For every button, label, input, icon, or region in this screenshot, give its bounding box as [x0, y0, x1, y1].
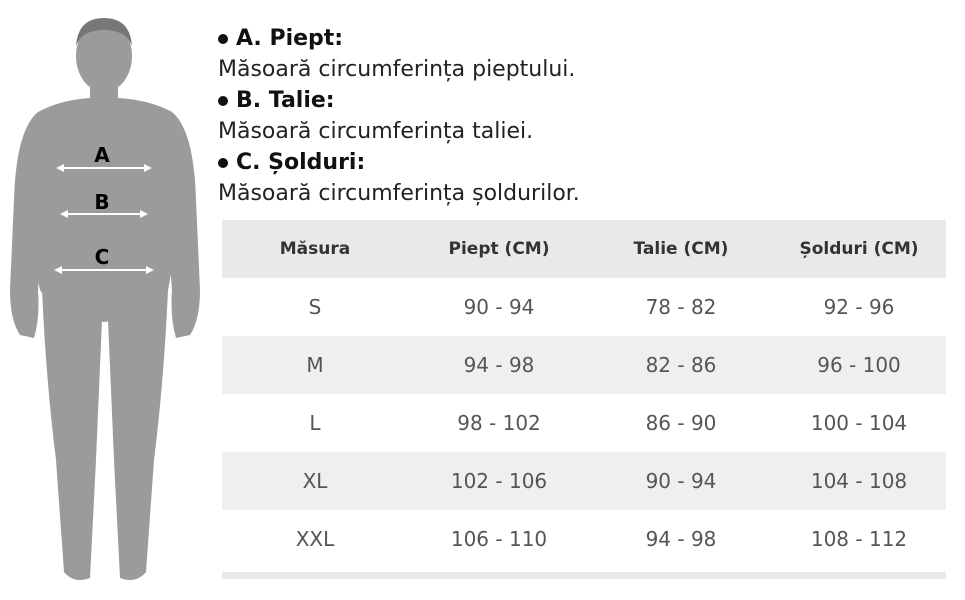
table-cell: 108 - 112 — [810, 527, 908, 551]
table-cell: M — [222, 336, 408, 394]
guide-heading: C. Șolduri: — [236, 150, 366, 175]
column-header-size: Măsura — [222, 220, 408, 278]
guide-item-chest — [216, 24, 956, 86]
bullet-icon — [218, 34, 228, 44]
table-row — [222, 510, 946, 568]
table-cell: S — [308, 295, 322, 319]
measurement-guide — [216, 24, 956, 210]
table-cell: 106 - 110 — [450, 527, 548, 551]
table-cell: XXL — [295, 527, 335, 551]
table-cell: 90 - 94 — [463, 295, 535, 319]
table-cell: 86 - 90 — [645, 411, 717, 435]
measure-label-b: B — [94, 190, 110, 214]
guide-item-waist — [216, 86, 956, 148]
table-bottom-border — [222, 572, 946, 579]
table-row — [222, 452, 946, 510]
guide-description: Măsoară circumferința taliei. — [218, 119, 534, 144]
guide-item-hips — [216, 148, 956, 210]
table-cell: 82 - 86 — [590, 336, 772, 394]
bullet-icon — [218, 96, 228, 106]
column-header-hips: Șolduri (CM) — [772, 220, 946, 278]
table-cell: 98 - 102 — [457, 411, 541, 435]
table-header-row — [222, 220, 946, 278]
measure-label-a: A — [94, 143, 110, 167]
table-cell: 104 - 108 — [772, 452, 946, 510]
table-cell: 90 - 94 — [590, 452, 772, 510]
guide-heading: B. Talie: — [236, 88, 335, 113]
bullet-icon — [218, 158, 228, 168]
table-cell: L — [309, 411, 321, 435]
human-silhouette-icon — [0, 0, 210, 600]
table-cell: 78 - 82 — [645, 295, 717, 319]
table-cell: XL — [222, 452, 408, 510]
table-cell: 102 - 106 — [408, 452, 590, 510]
table-cell: 96 - 100 — [772, 336, 946, 394]
guide-description: Măsoară circumferința șoldurilor. — [218, 181, 580, 206]
table-row — [222, 278, 946, 336]
guide-description: Măsoară circumferința pieptului. — [218, 57, 576, 82]
table-row — [222, 394, 946, 452]
table-cell: 100 - 104 — [810, 411, 908, 435]
measure-label-c: C — [94, 245, 110, 269]
table-cell: 92 - 96 — [823, 295, 895, 319]
table-row — [222, 336, 946, 394]
column-header-chest: Piept (CM) — [408, 220, 590, 278]
guide-heading: A. Piept: — [236, 26, 344, 51]
column-header-waist: Talie (CM) — [590, 220, 772, 278]
table-cell: 94 - 98 — [645, 527, 717, 551]
size-table — [222, 220, 946, 579]
table-cell: 94 - 98 — [408, 336, 590, 394]
body-measurement-figure — [0, 0, 210, 600]
